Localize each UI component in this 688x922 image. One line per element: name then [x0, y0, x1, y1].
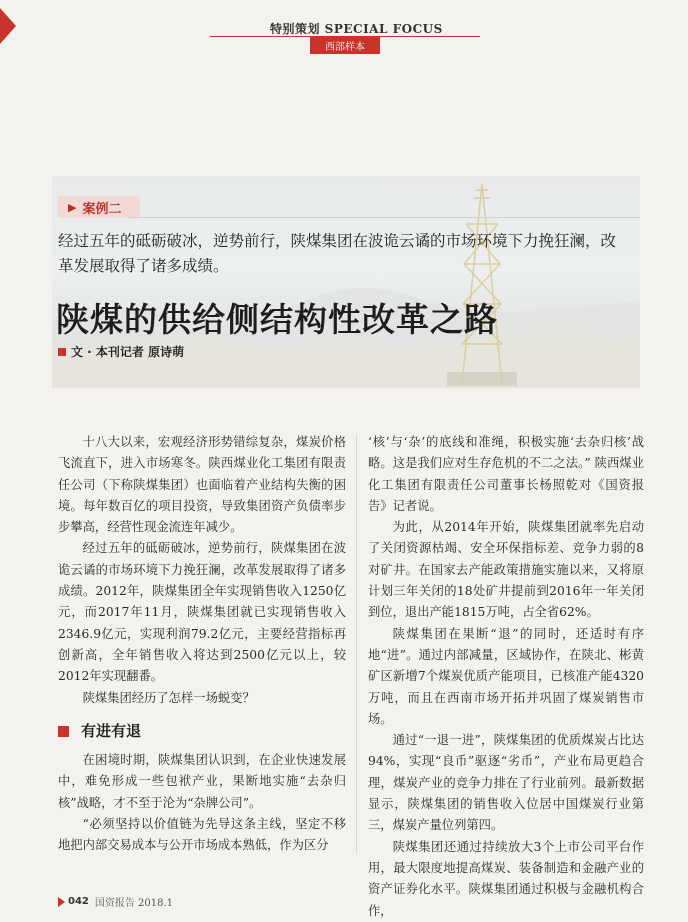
article-intro: 经过五年的砥砺破冰，逆势前行，陕煤集团在波诡云谲的市场环境下力挽狂澜，改革发展取得了诸多成绩。: [58, 232, 617, 275]
left-column: [58, 432, 346, 857]
byline: [58, 343, 184, 360]
page-footer: [58, 894, 173, 909]
footer-marker-icon: [58, 897, 65, 907]
byline-marker: [58, 348, 66, 356]
chevron-right-icon: ▶: [68, 200, 77, 214]
paragraph: 十八大以来，宏观经济形势错综复杂，煤炭价格飞流直下，进入市场寒冬。陕西煤业化工集团有限责任公司（下称陕煤集团）也面临着产业结构失衡的困境。每年数百亿的项目投资，导致集团资产负债率步步攀高，经营性现金流连年减少。: [58, 435, 346, 535]
publication-name: 国资报告 2018.1: [94, 898, 174, 909]
paragraph: 通过“一退一进”，陕煤集团的优质煤炭占比达94%，实现“良币”驱逐“劣币”，产业布局更趋合理，煤炭产业的竞争力排在了行业前列。最新数据显示，陕煤集团的销售收入位居中国煤炭行业第三，煤炭产量位列第四。: [368, 733, 644, 833]
paragraph: 在困境时期，陕煤集团认识到，在企业快速发展中，难免形成一些包袱产业，果断地实施“去杂归核”战略，才不至于沦为“杂牌公司”。: [58, 753, 346, 810]
section-sub-label: 西部样本: [310, 37, 380, 54]
column-divider: [356, 434, 357, 854]
byline-text: 文 · 本刊记者 原诗萌: [71, 345, 185, 359]
case-tag: [58, 196, 140, 218]
paragraph: “必须坚持以价值链为先导这条主线，坚定不移地把内部交易成本与公开市场成本熟低，作为区分: [58, 817, 346, 853]
paragraph: 陕煤集团还通过持续放大3个上市公司平台作用，最大限度地提高煤炭、装备制造和金融产业的资产证券化水平。陕煤集团通过积极与金融机构合作，: [368, 839, 644, 918]
case-rule: [130, 217, 640, 218]
paragraph: 为此，从2014年开始，陕煤集团就率先启动了关闭资源枯竭、安全环保指标差、竞争力弱的8对矿井。在国家去产能政策措施实施以来，又将原计划三年关闭的18处矿井提前到2016年一年关闭到位，退出产能1815万吨，占全省62%。: [368, 520, 644, 620]
section-label: 特别策划 SPECIAL FOCUS: [270, 22, 443, 36]
corner-marker: [0, 8, 16, 44]
paragraph: 陕煤集团在果断“退”的同时，还适时有序地“进”。通过内部减量，区域协作，在陕北、彬黄矿区新增7个煤炭优质产能项目，已核准产能4320万吨，而且在西南市场开拓并巩固了煤炭销售市场。: [368, 626, 644, 726]
running-header: [270, 20, 443, 37]
paragraph: ‘核’与‘杂’的底线和准绳，积极实施‘去杂归核’战略。这是我们应对生存危机的不二之法。” 陕西煤业化工集团有限责任公司董事长杨照乾对《国资报告》记者说。: [368, 435, 644, 513]
section-heading-marker: [58, 726, 69, 737]
case-tag-label: 案例二: [82, 201, 122, 217]
section-heading-text: 有进有退: [81, 721, 142, 740]
section-heading: [58, 721, 346, 742]
paragraph: 经过五年的砥砺破冰，逆势前行，陕煤集团在波诡云谲的市场环境下力挽狂澜，改革发展取得了诸多成绩。2012年，陕煤集团全年实现销售收入1250亿元，而2017年11月，陕煤集团就已实现销售收入2346.9亿元，实现利润79.2亿元，主要经营指标再创新高，全年销售收入将达到2500亿元以上，较2012年实现翻番。: [58, 541, 346, 684]
page-number: 042: [68, 896, 89, 907]
right-column: [368, 432, 644, 922]
paragraph: 陕煤集团经历了怎样一场蜕变？: [82, 690, 255, 705]
article-title: 陕煤的供给侧结构性改革之路: [56, 300, 498, 339]
